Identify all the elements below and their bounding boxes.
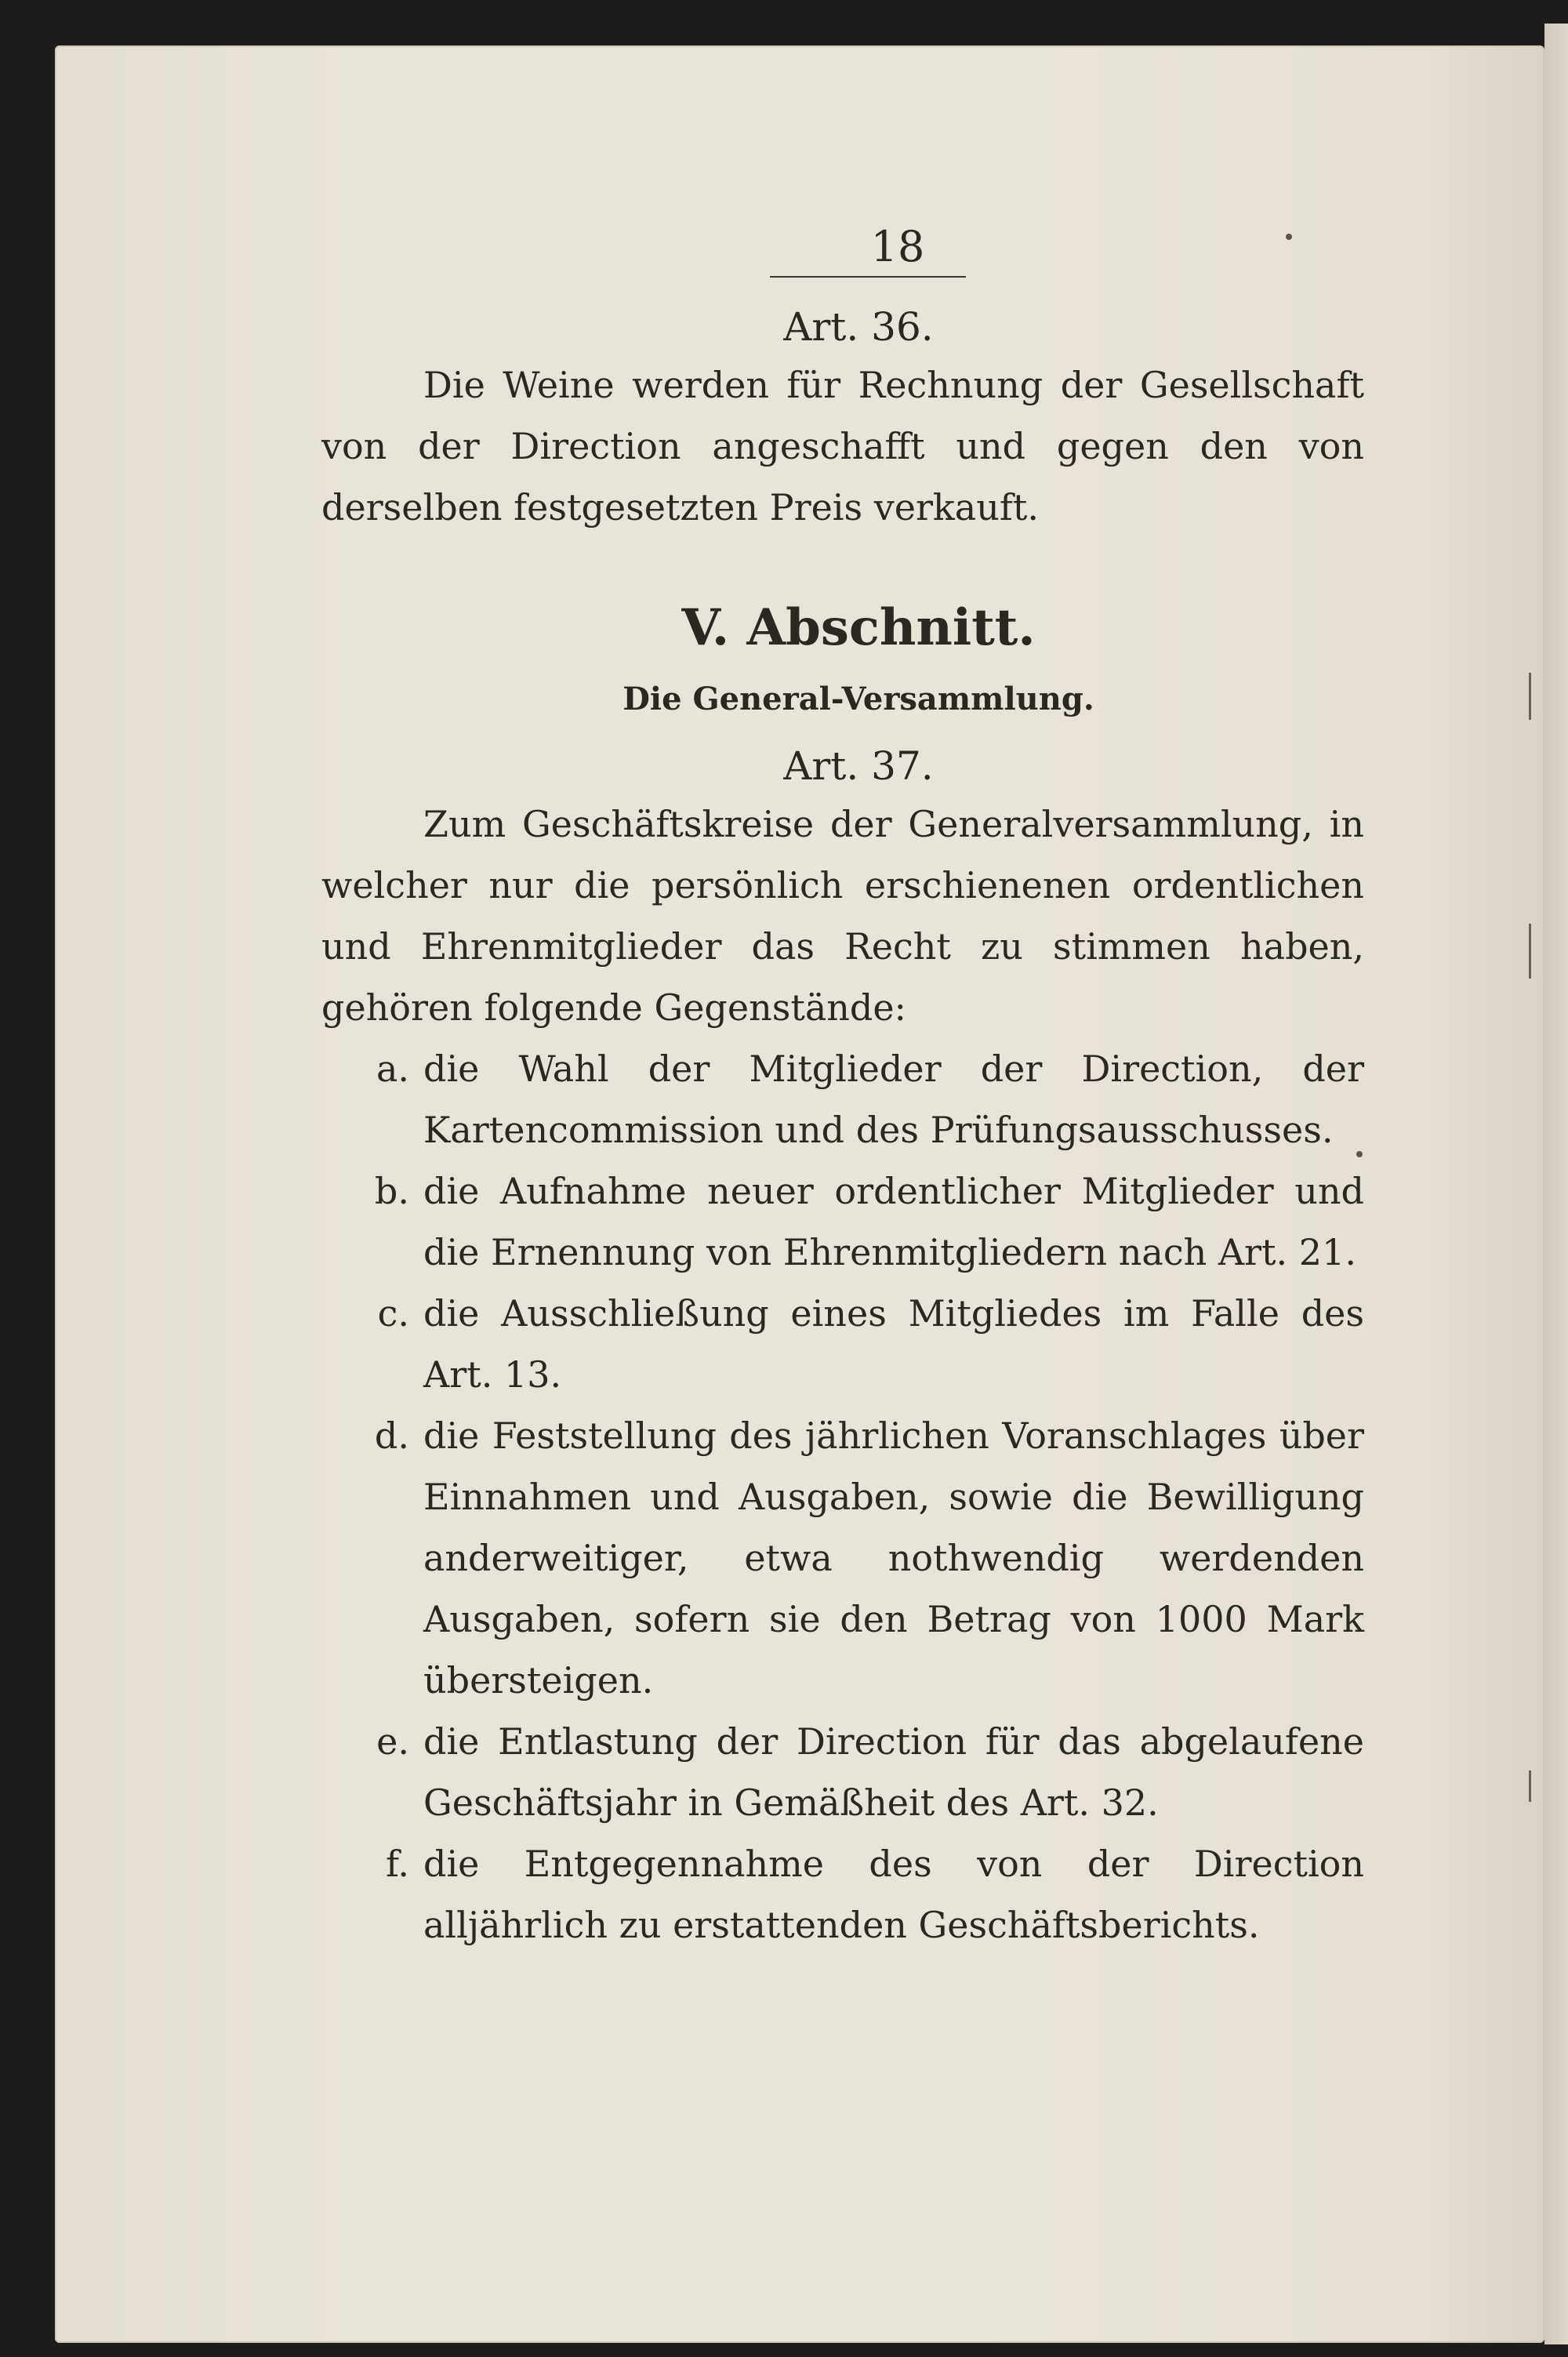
item-text: die Aufnahme neuer ordentlicher Mitglieder und die Ernennung von Ehrenmitgliedern nach Art. 21. — [423, 1170, 1364, 1273]
article-37-intro: Zum Geschäftskreise der Generalversammlung, in welcher nur die persönlich erschienenen ordentlichen und Ehrenmitglieder das Recht zu stimmen haben, gehören folgende Gegenstände: — [321, 803, 1364, 1029]
list-item — [321, 1160, 1364, 1283]
edge-mark — [1529, 924, 1531, 979]
article-36-title: Art. 36. — [783, 304, 934, 350]
edge-mark — [1529, 673, 1531, 720]
list-item — [321, 1405, 1364, 1711]
item-text: die Ausschließung eines Mitgliedes im Falle des Art. 13. — [423, 1292, 1364, 1396]
article-36-text: Die Weine werden für Rechnung der Gesellschaft von der Direction angeschafft und gegen den von derselben festgesetzten Preis verkauft. — [321, 364, 1364, 528]
item-letter: a. — [376, 1048, 409, 1090]
page-number: 18 — [870, 222, 925, 271]
item-letter: b. — [374, 1170, 409, 1212]
section-subtitle: Die General-Versammlung. — [622, 681, 1094, 717]
item-letter: d. — [374, 1415, 409, 1457]
item-text: die Feststellung des jährlichen Voranschlages über Einnahmen und Ausgaben, sowie die Bewilligung anderweitiger, etwa nothwendig werdenden Ausgaben, sofern sie den Betrag von 1000 Mark übersteigen. — [423, 1415, 1364, 1701]
article-37-title: Art. 37. — [783, 743, 934, 789]
section-title: V. Abschnitt. — [681, 598, 1036, 657]
edge-mark — [1529, 1770, 1531, 1802]
item-text: die Entgegennahme des von der Direction alljährlich zu erstattenden Geschäftsberichts. — [423, 1843, 1364, 1946]
list-item — [321, 1833, 1364, 1956]
item-letter: f. — [385, 1843, 409, 1885]
item-letter: e. — [376, 1720, 409, 1763]
article-37-items — [321, 1038, 1364, 1956]
list-item — [321, 1038, 1364, 1160]
list-item — [321, 1283, 1364, 1405]
item-text: die Wahl der Mitglieder der Direction, der Kartencommission und des Prüfungsausschusses. — [423, 1048, 1364, 1151]
item-text: die Entlastung der Direction für das abgelaufene Geschäftsjahr in Gemäßheit des Art. 32. — [423, 1720, 1364, 1824]
item-letter: c. — [377, 1292, 409, 1335]
page-number-rule — [770, 276, 966, 278]
page-content — [321, 220, 1364, 1956]
list-item — [321, 1711, 1364, 1833]
adjacent-page-edge — [1544, 24, 1568, 2344]
